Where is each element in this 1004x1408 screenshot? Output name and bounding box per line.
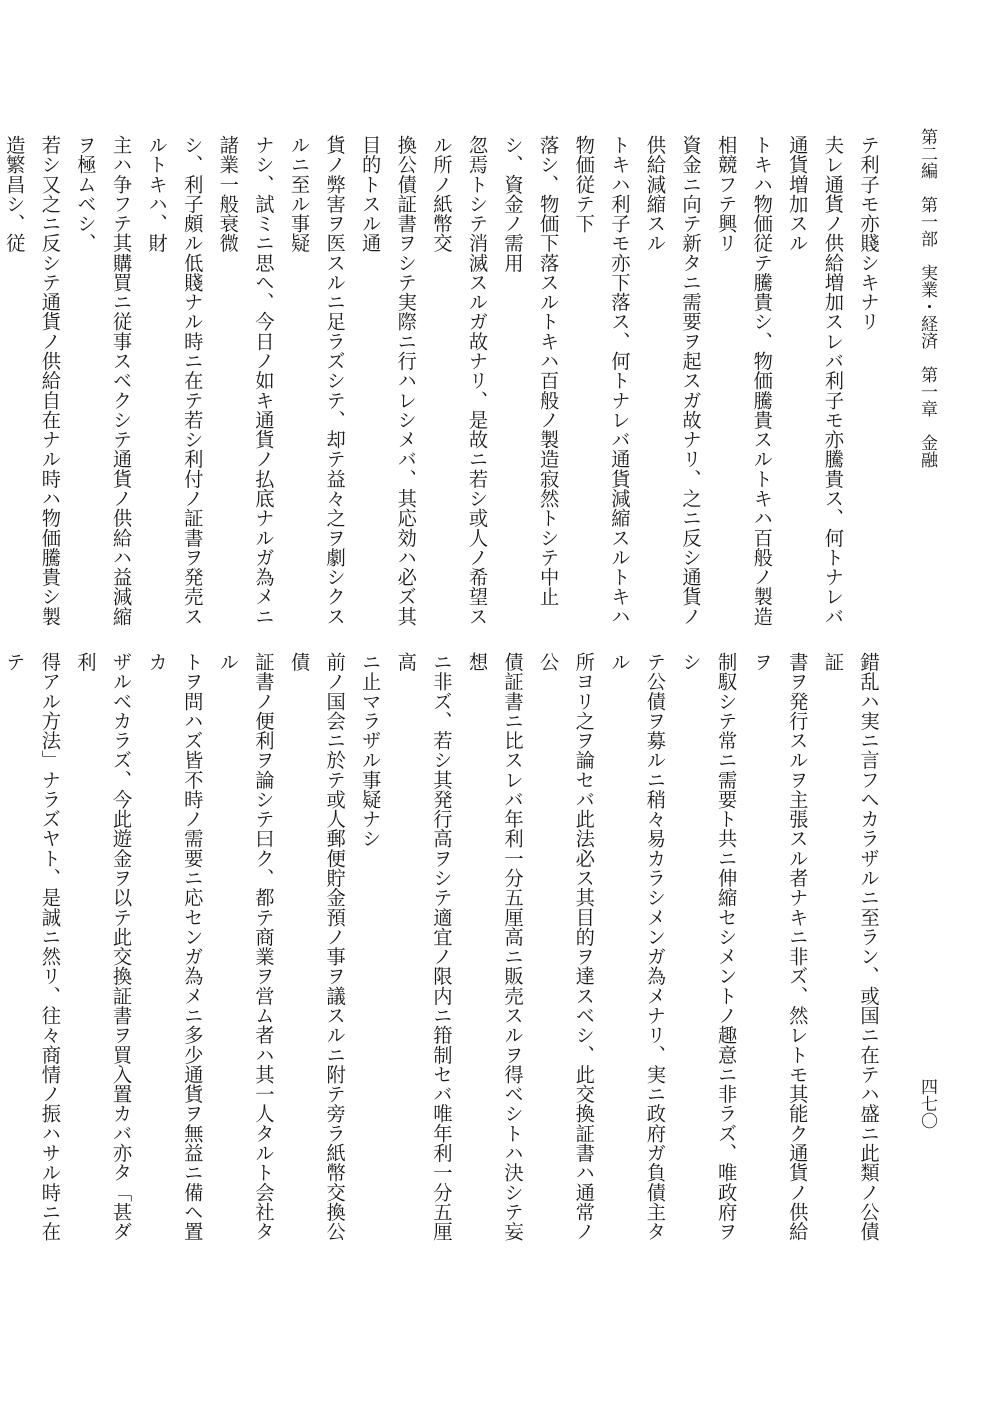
text-column: 錯乱ハ実ニ言フヘカラザルニ至ラン、或国ニ在テハ盛ニ此類ノ公債証 — [821, 652, 880, 1242]
text-column: ザルベカラズ、今此遊金ヲ以テ此交換証書ヲ買入置カバ亦タ「甚ダ利 — [73, 652, 133, 1242]
text-column: トキハ利子モ亦下落ス、何トナレバ通貨減縮スルトキハ物価従テ下 — [572, 135, 631, 626]
text-column: テ公債ヲ募ルニ稍々易カラシメンガ為メナリ、実ニ政府ガ負債主タル — [607, 652, 667, 1242]
text-column: 主ハ争フテ其購買ニ従事スベクシテ通貨ノ供給ハ益減縮ヲ極ムベシ、 — [73, 135, 133, 626]
text-column: ニ止マラザル事疑ナシ — [358, 652, 382, 849]
text-column: シ、利子頗ル低賤ナル時ニ在テ若シ利付ノ証書ヲ発売スルトキハ、財 — [145, 135, 204, 626]
text-column: 証書ノ便利ヲ論シテ曰ク、都テ商業ヲ営ム者ハ其一人タルト会社タル — [216, 652, 275, 1242]
text-column: 所ヨリ之ヲ論セバ此法必ス其目的ヲ達スベシ、此交換証書ハ通常ノ公 — [536, 652, 596, 1242]
text-column: 前ノ国会ニ於テ或人郵便貯金預ノ事ヲ議スルニ附テ旁ラ紙幣交換公債 — [287, 652, 347, 1242]
text-column: 夫レ通貨ノ供給増加スレバ利子モ亦騰貴ス、何トナレバ通貨増加スル — [785, 135, 845, 626]
text-column: 債証書ニ比スレバ年利一分五厘高ニ販売スルヲ得ベシトハ決シテ妄想 — [465, 652, 525, 1242]
text-column: 貨ノ弊害ヲ医スルニ足ラズシテ、却テ益々之ヲ劇シクスルニ至ル事疑 — [287, 135, 347, 626]
text-column: 若シ又之ニ反シテ通貨ノ供給自在ナル時ハ物価騰貴シ製造繁昌シ、従 — [2, 135, 62, 626]
text-column: テ利子モ亦賤シキナリ — [857, 135, 880, 332]
text-column: 換公債証書ヲシテ実際ニ行ハレシメバ、其応効ハ必ズ其目的トスル通 — [358, 135, 418, 626]
text-column: 書ヲ発行スルヲ主張スル者ナキニ非ズ、然レトモ其能ク通貨ノ供給ヲ — [750, 652, 809, 1242]
text-column: トキハ物価従テ騰貴シ、物価騰貴スルトキハ百般ノ製造相競フテ興リ — [714, 135, 774, 626]
upper-text-block — [2, 135, 886, 635]
running-header: 第二編 第一部 実業・経済 第一章 金融 — [917, 128, 937, 468]
text-column: トヲ問ハズ皆不時ノ需要ニ応センガ為メニ多少通貨ヲ無益ニ備ヘ置カ — [145, 652, 204, 1242]
text-column: 落シ、物価下落スルトキハ百般ノ製造寂然トシテ中止シ、資金ノ需用 — [501, 135, 560, 607]
text-column: 制馭シテ常ニ需要ト共ニ伸縮セシメントノ趣意ニ非ラズ、唯政府ヲシ — [679, 652, 738, 1242]
text-column: ニ非ズ、若シ其発行高ヲシテ適宜ノ限内ニ箝制セバ唯年利一分五厘高 — [394, 652, 453, 1242]
text-column: ナシ、試ミニ思ヘ、今日ノ如キ通貨ノ払底ナルガ為メニ諸業一般衰微 — [216, 135, 275, 626]
text-column: 忽焉トシテ消滅スルガ故ナリ、是故ニ若シ或人ノ希望スル所ノ紙幣交 — [429, 135, 489, 626]
text-column: 得アル方法」ナラズヤト、是誠ニ然リ、往々商情ノ振ハサル時ニ在テ — [2, 652, 62, 1242]
page-number: 四七〇 — [917, 1078, 937, 1129]
lower-text-block — [2, 652, 886, 1252]
text-column: 資金ニ向テ新タニ需要ヲ起スガ故ナリ、之ニ反シ通貨ノ供給減縮スル — [643, 135, 703, 626]
